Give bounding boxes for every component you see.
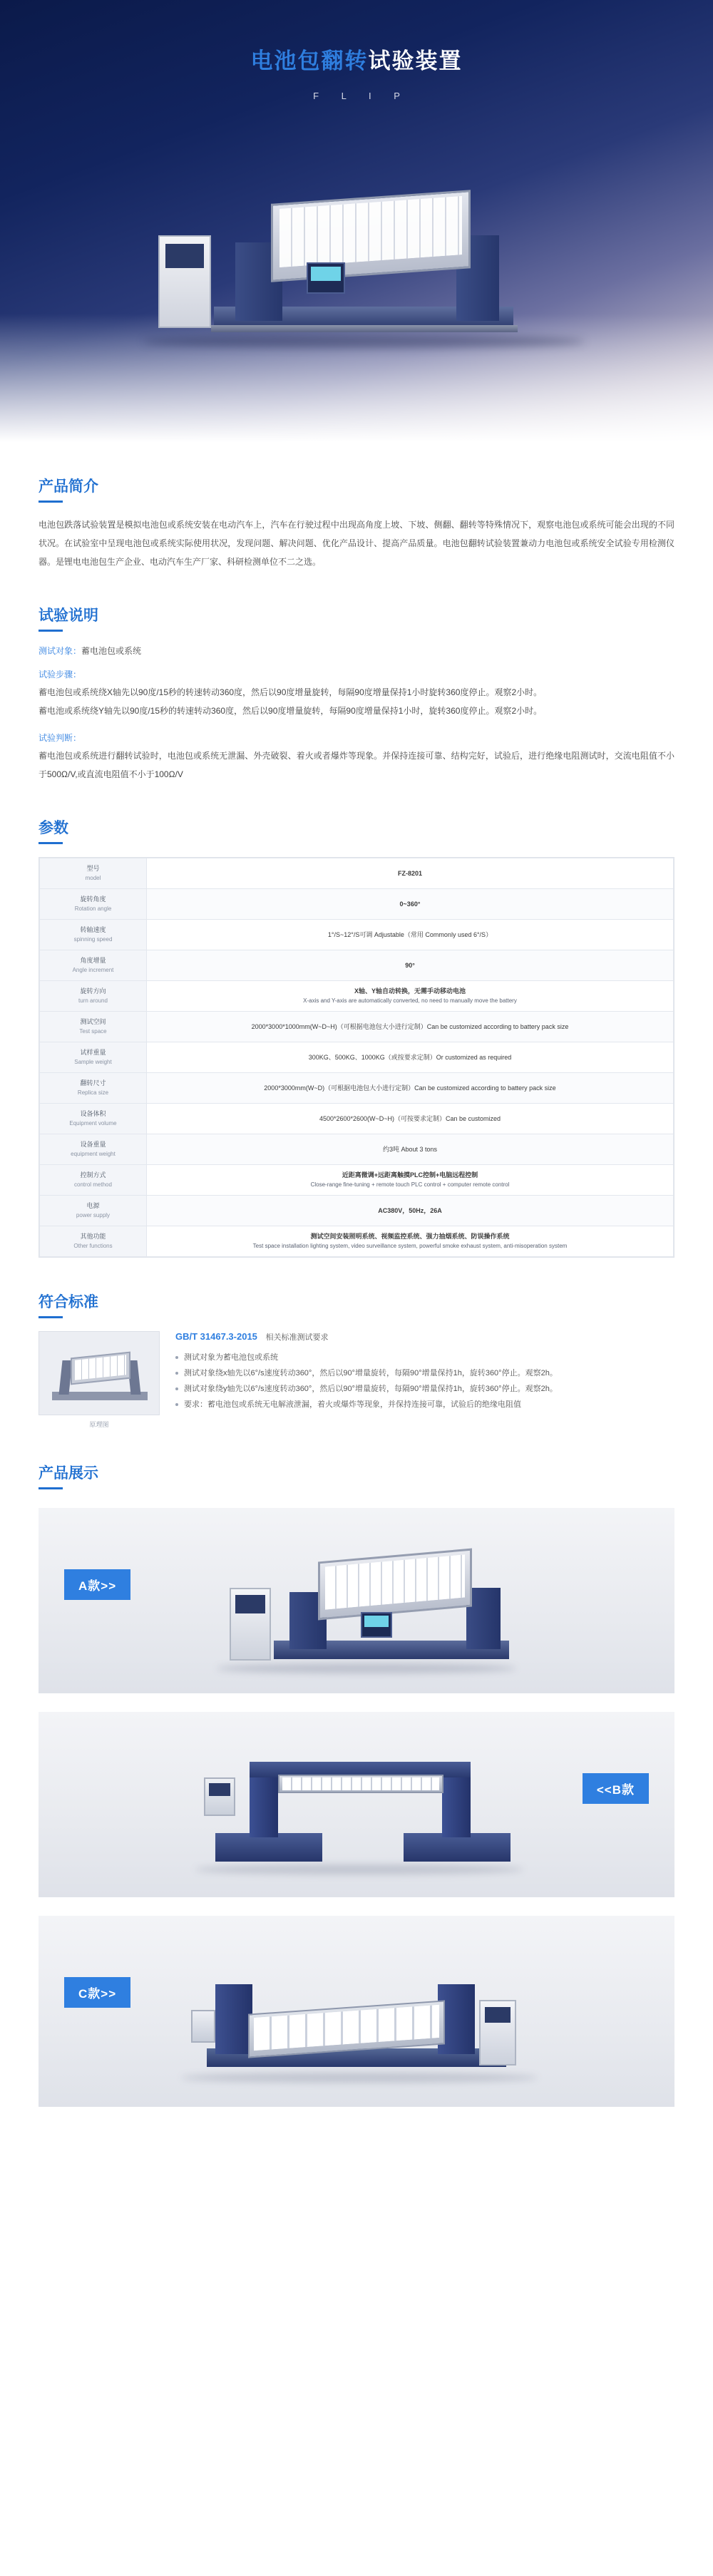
showcase-heading: 产品展示 [39, 1465, 98, 1482]
param-value-cell [147, 950, 674, 981]
section-test [0, 604, 713, 784]
param-value-cell [147, 920, 674, 950]
table-row [40, 920, 674, 950]
table-row [40, 981, 674, 1012]
list-item: 测试对象绕x轴先以6°/s速度转动360°，然后以90°增量旋转，每隔90°增量保持1h，旋转360°停止。观察2h。 [175, 1365, 674, 1381]
test-steps-label: 试验步骤： [39, 669, 82, 679]
param-value-cell [147, 858, 674, 889]
list-item: 测试对象为蓄电池包或系统 [175, 1350, 674, 1365]
test-heading: 试验说明 [39, 607, 98, 624]
page-bottom-spacer [0, 2107, 713, 2147]
photo-b-table-grid [282, 1777, 439, 1790]
param-key-cn: 设备体积 [80, 1110, 106, 1117]
param-key-cell [40, 920, 147, 950]
param-key-en: control method [74, 1181, 112, 1188]
param-key-cn: 其他功能 [80, 1233, 106, 1240]
photo-c-shadow [181, 2073, 538, 2083]
param-value-text: 4500*2600*2600(W~D~H)（可按要求定制）Can be customized [319, 1115, 501, 1122]
param-value-en: X-axis and Y-axis are automatically converted, no need to manually move the battery [303, 997, 517, 1004]
test-criteria-body: 蓄电池包或系统进行翻转试验时，电池包或系统无泄漏、外壳破裂、着火或者爆炸等现象。并保持连接可靠、结构完好，试验后，进行绝缘电阻测试时，交流电阻值不小于500Ω/V,或直流电阻值不小于100Ω/V [39, 751, 674, 779]
table-row [40, 1226, 674, 1257]
machine-panel-screen [311, 267, 341, 281]
param-value-cell [147, 1073, 674, 1104]
hero-banner [0, 0, 713, 442]
table-row [40, 1165, 674, 1196]
param-value-en: Test space installation lighting system, video surveillance system, powerful smoke exhaust system, anti-misoperation system [252, 1243, 568, 1249]
param-key-cn: 设备重量 [80, 1141, 106, 1148]
param-key-cell [40, 1165, 147, 1196]
showcase-tag-c: C款>> [64, 1977, 130, 2008]
showcase-gallery [0, 1508, 713, 2107]
intro-body: 电池包跌落试验装置是模拟电池包或系统安装在电动汽车上，汽车在行驶过程中出现高角度上坡、下坡、侧翻、翻转等特殊情况下，观察电池包或系统可能会出现的不同状况。在试验室中呈现电池包或系统实际使用状况，发现问题、解决问题、优化产品设计、提高产品质量。电池包翻转试验装置兼动力电池包或系统安全试验专用检测仪器。是锂电电池包生产企业、电动汽车生产厂家、科研检测单位不二之选。 [39, 520, 674, 567]
param-value-cell [147, 1012, 674, 1042]
param-key-cell [40, 1073, 147, 1104]
param-value-text: 约3吨 About 3 tons [382, 1146, 438, 1153]
photo-a-control-screen [364, 1616, 389, 1627]
param-value-cell [147, 1165, 674, 1196]
standard-body [175, 1331, 674, 1429]
param-value-text: 2000*3000mm(W~D)（可根据电池包大小进行定制）Can be customized according to battery pack size [264, 1084, 556, 1092]
param-key-en: Angle increment [72, 967, 114, 973]
photo-c-control-box [191, 2010, 215, 2043]
test-object-label: 测试对象： [39, 646, 82, 656]
param-value-text: 2000*3000*1000mm(W~D~H)（可根据电池包大小进行定制）Can be customized according to battery pack size [251, 1023, 569, 1030]
param-key-cell [40, 889, 147, 920]
params-table-wrapper [39, 857, 674, 1258]
table-row [40, 1134, 674, 1165]
test-step-2: 蓄电池或系统绕Y轴先以90度/15秒的转速转动360度，然后以90度增量旋转，每隔90度增量保持1小时，旋转360度停止。观察2小时。 [39, 706, 543, 716]
photo-c-cabinet-screen [485, 2007, 511, 2023]
section-showcase [0, 1462, 713, 1489]
photo-b-base-right [404, 1833, 511, 1862]
list-item: 测试对象绕y轴先以6°/s速度转动360°，然后以90°增量旋转，每隔90°增量保持1h，旋转360°停止。观察2h。 [175, 1381, 674, 1397]
param-value-cell [147, 1042, 674, 1073]
param-key-en: Replica size [77, 1089, 109, 1096]
param-value-cell [147, 1104, 674, 1134]
machine-cabinet-screen [165, 244, 204, 268]
page-title [0, 0, 713, 75]
photo-a-cabinet-screen [235, 1595, 265, 1613]
hero-machine-illustration [0, 128, 713, 364]
showcase-heading-rule [39, 1487, 63, 1489]
param-key-cell [40, 1134, 147, 1165]
param-key-cell [40, 981, 147, 1012]
standard-figure-caption: 原理图 [89, 1421, 109, 1428]
param-value-cell [147, 1196, 674, 1226]
photo-a-shadow [217, 1663, 516, 1673]
standard-code-line [175, 1331, 674, 1343]
intro-heading: 产品简介 [39, 478, 98, 495]
machine-shadow [143, 335, 585, 348]
param-key-cell [40, 1104, 147, 1134]
standard-row [39, 1331, 674, 1429]
param-key-cell [40, 1042, 147, 1073]
params-heading: 参数 [39, 820, 68, 836]
table-row [40, 1042, 674, 1073]
standard-code-suffix: 相关标准测试要求 [265, 1333, 329, 1342]
param-key-cell [40, 1012, 147, 1042]
standard-heading-rule [39, 1316, 63, 1318]
machine-rail [211, 325, 518, 332]
section-standard [0, 1290, 713, 1429]
section-params [0, 816, 713, 1258]
showcase-photo-b [39, 1712, 674, 1897]
table-row [40, 1073, 674, 1104]
photo-c-pillar-left [215, 1984, 252, 2054]
standard-figure-image [39, 1331, 160, 1415]
param-key-en: spinning speed [73, 936, 113, 943]
showcase-tag-a: A款>> [64, 1569, 130, 1600]
param-key-en: Rotation angle [74, 905, 112, 912]
param-value-en: Close-range fine-tuning + remote touch PLC control + computer remote control [310, 1181, 510, 1188]
test-object-value: 蓄电池包或系统 [81, 646, 142, 656]
test-object-row [39, 645, 674, 657]
standard-code: GB/T 31467.3-2015 [175, 1331, 257, 1342]
param-value-text: 0~360° [399, 900, 421, 908]
param-value-text: AC380V，50Hz，26A [378, 1207, 442, 1214]
param-value-cn: X轴、Y轴自动转换，无需手动移动电池 [354, 987, 466, 995]
param-key-cn: 旋转方向 [80, 987, 106, 995]
param-key-cell [40, 1226, 147, 1257]
test-heading-rule [39, 630, 63, 632]
showcase-item-c [39, 1916, 674, 2107]
param-value-cell [147, 889, 674, 920]
table-row [40, 858, 674, 889]
param-key-en: model [85, 875, 101, 881]
param-key-cn: 试样重量 [80, 1049, 106, 1056]
param-value-cell [147, 981, 674, 1012]
params-table [39, 858, 674, 1257]
table-row [40, 1104, 674, 1134]
param-key-cell [40, 1196, 147, 1226]
param-value-text: 90° [405, 962, 415, 969]
param-value-cell [147, 1134, 674, 1165]
photo-b-control-box-screen [209, 1783, 230, 1796]
param-key-cn: 旋转角度 [80, 896, 106, 903]
param-key-cn: 测试空间 [80, 1018, 106, 1025]
param-key-cn: 控制方式 [80, 1171, 106, 1179]
page-subtitle: F L I P [313, 91, 410, 101]
table-row [40, 950, 674, 981]
param-value-cell [147, 1226, 674, 1257]
list-item: 要求：蓄电池包或系统无电解液泄漏，着火或爆炸等现象，并保持连接可靠，试验后的绝缘电阻值 [175, 1397, 674, 1412]
param-key-cn: 角度增量 [80, 957, 106, 964]
param-key-en: Sample weight [74, 1059, 112, 1065]
photo-b-shadow [195, 1864, 523, 1874]
params-heading-rule [39, 842, 63, 844]
table-row [40, 889, 674, 920]
standard-figure [39, 1331, 160, 1429]
param-key-en: Other functions [73, 1243, 113, 1249]
param-value-text: 1°/S~12°/S可调 Adjustable（常用 Commonly used 6°/S） [327, 931, 493, 938]
param-value-text: FZ-8201 [397, 870, 422, 877]
table-row [40, 1012, 674, 1042]
section-intro [0, 475, 713, 571]
param-value-cn: 测试空间安装照明系统、视频监控系统、强力抽烟系统、防误操作系统 [310, 1233, 510, 1240]
test-criteria-label: 试验判断： [39, 733, 82, 743]
showcase-photo-c [39, 1916, 674, 2107]
test-step-1: 蓄电池包或系统绕X轴先以90度/15秒的转速转动360度，然后以90度增量旋转，每隔90度增量保持1小时旋转360度停止。观察2小时。 [39, 687, 543, 697]
param-key-cell [40, 950, 147, 981]
param-key-cn: 转轴速度 [80, 926, 106, 933]
showcase-item-a [39, 1508, 674, 1693]
table-row [40, 1196, 674, 1226]
page-title-secondary: 试验装置 [368, 48, 463, 73]
param-key-cell [40, 858, 147, 889]
param-value-cn: 近距离微调+远距离触摸PLC控制+电脑远程控制 [342, 1171, 478, 1179]
standard-heading: 符合标准 [39, 1294, 98, 1310]
param-key-cn: 翻转尺寸 [80, 1079, 106, 1087]
param-key-en: equipment weight [71, 1151, 116, 1157]
param-key-en: Test space [79, 1028, 107, 1035]
standard-item-list [175, 1350, 674, 1412]
showcase-photo-a [39, 1508, 674, 1693]
photo-b-base-left [215, 1833, 322, 1862]
showcase-tag-b: <<B款 [583, 1773, 649, 1804]
param-value-text: 300KG、500KG、1000KG（或按要求定制）Or customized as required [308, 1054, 512, 1061]
param-key-en: Equipment volume [69, 1120, 117, 1127]
param-key-en: power supply [76, 1212, 111, 1218]
intro-heading-rule [39, 501, 63, 503]
page-title-primary: 电池包翻转 [250, 48, 369, 73]
param-key-en: turn around [78, 997, 108, 1004]
param-key-cn: 电源 [86, 1202, 100, 1209]
param-key-cn: 型号 [86, 865, 100, 872]
showcase-item-b [39, 1712, 674, 1897]
